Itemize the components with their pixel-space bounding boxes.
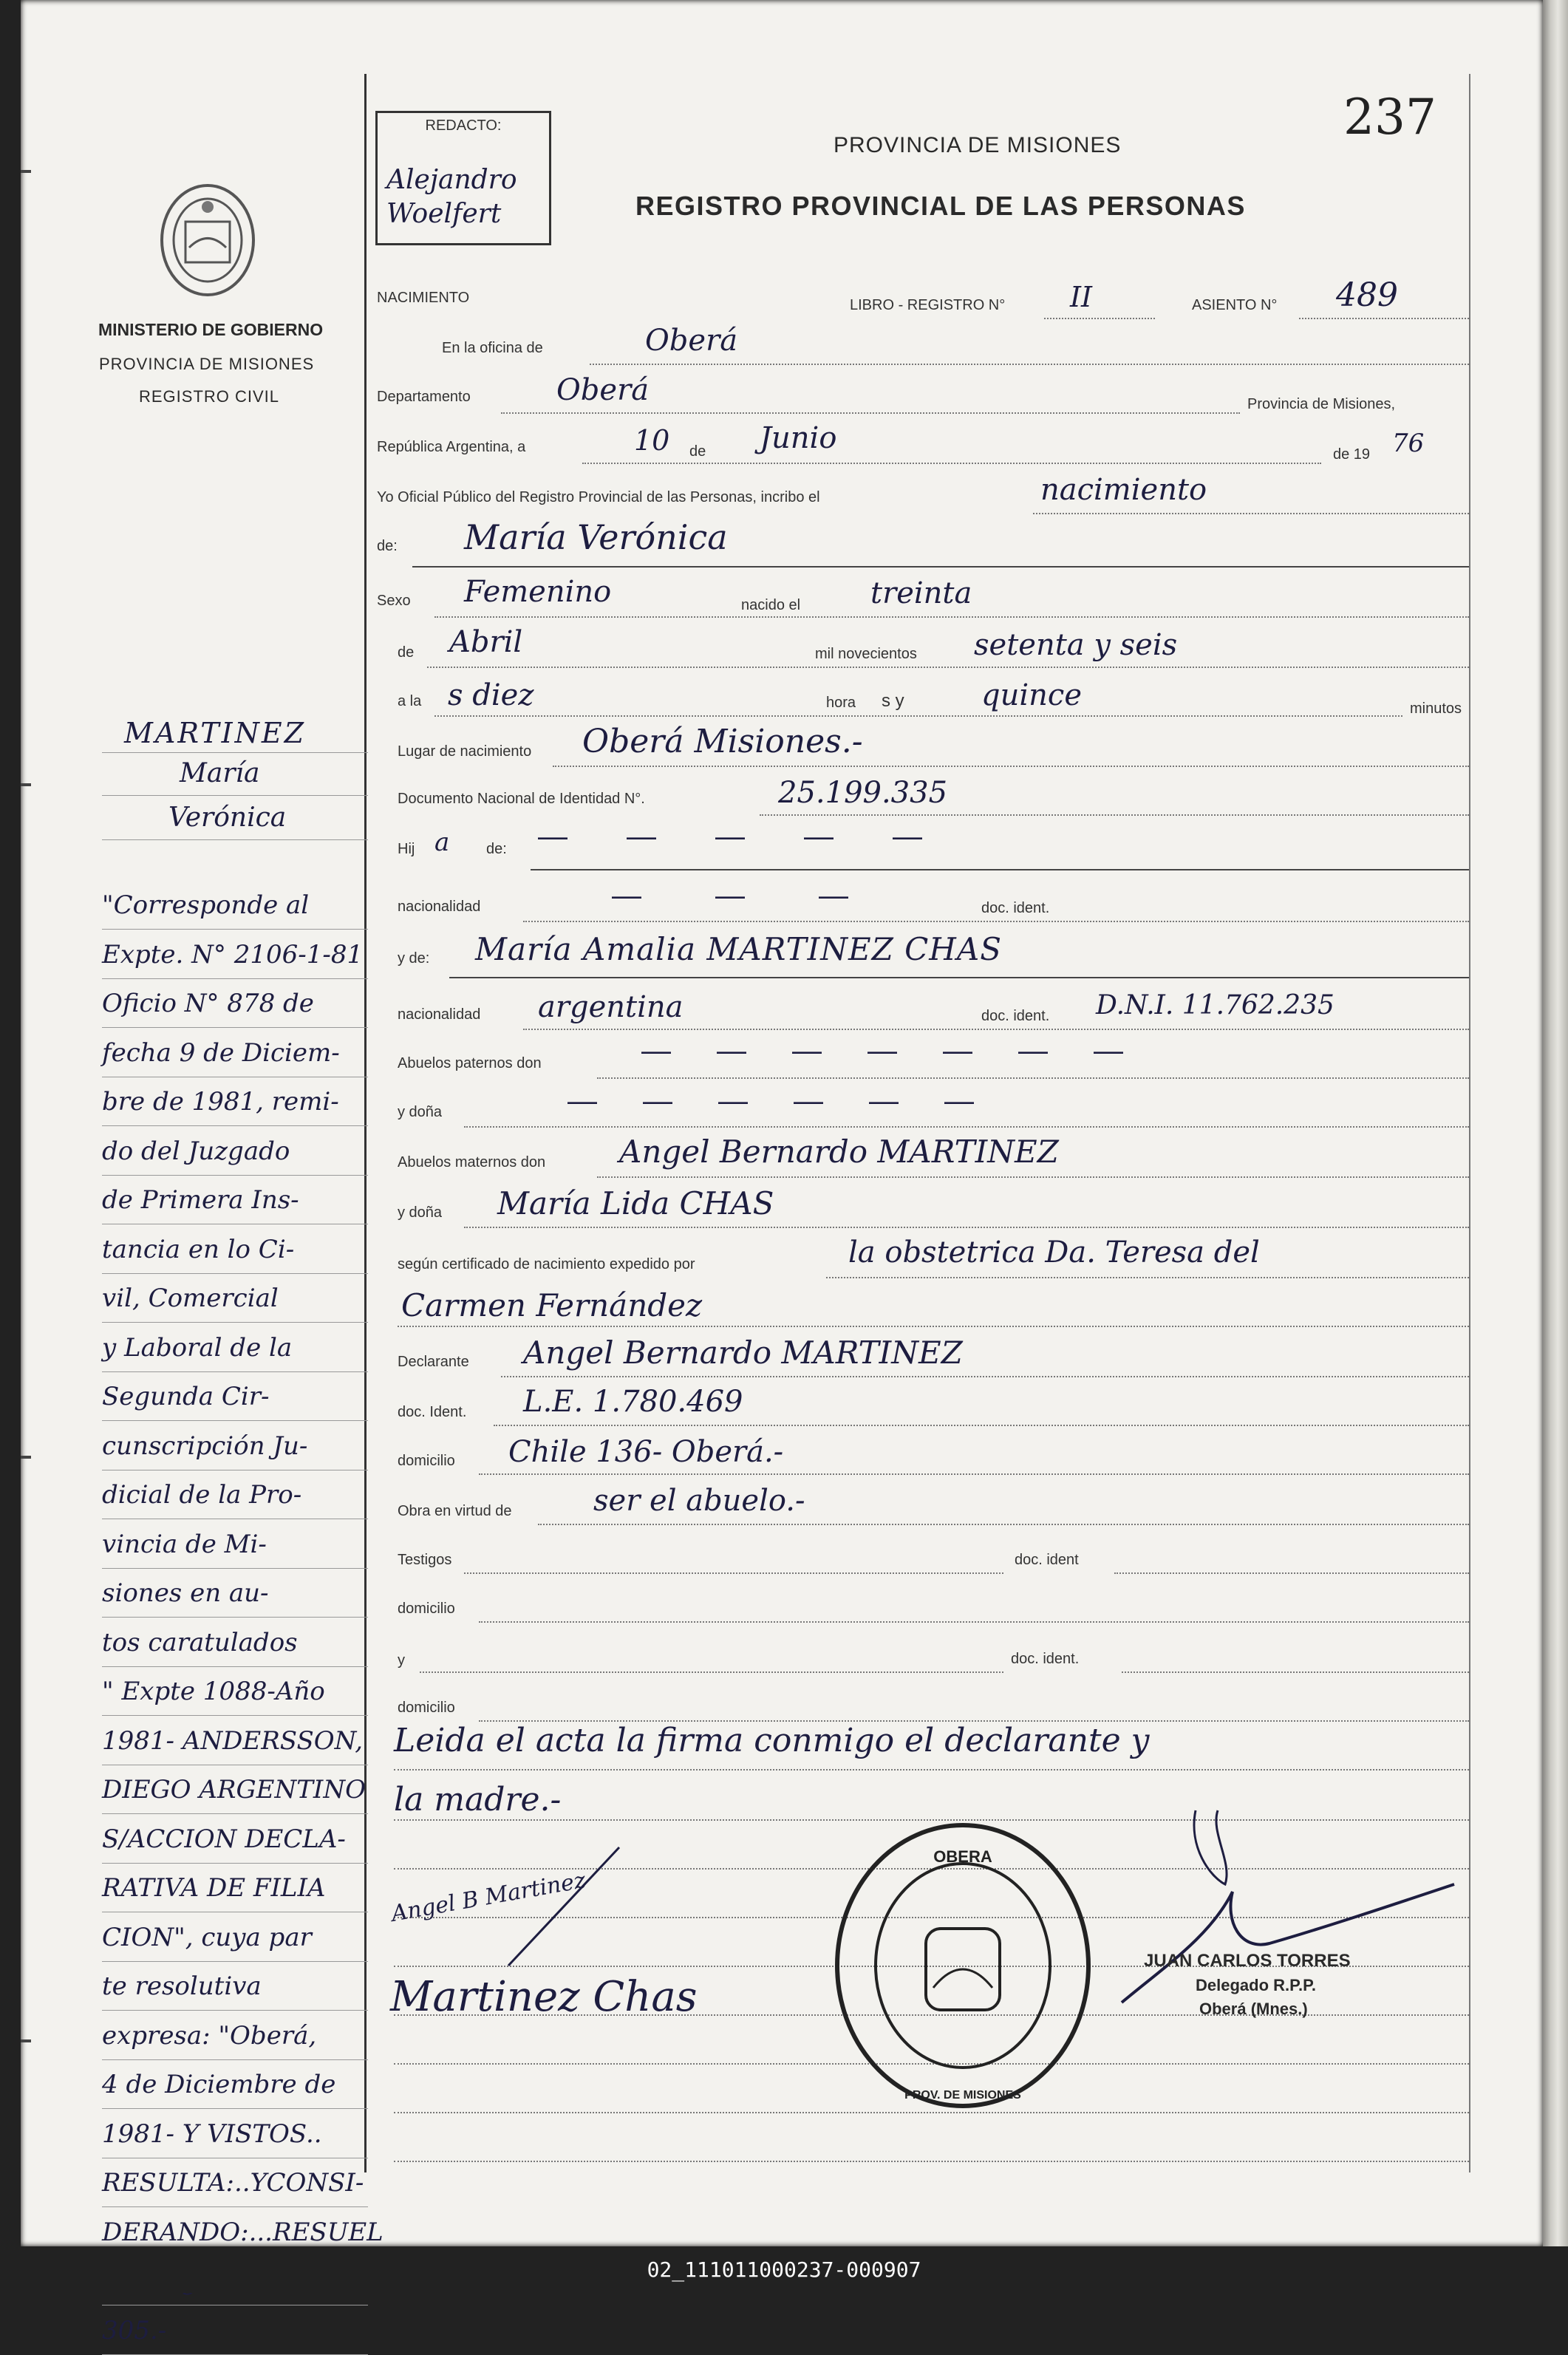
margin-note-line: Expte. N° 2106-1-81: [102, 939, 364, 969]
sexo-label: Sexo: [377, 593, 411, 609]
signature-declarante: Angel B Martinez: [389, 1867, 588, 1927]
image-id-footer: 02_111011000237-000907: [0, 2246, 1568, 2293]
doc1-label: doc. ident.: [981, 900, 1050, 916]
abp-dona-dashes: ——————: [567, 1085, 1020, 1117]
signature-madre: Martinez Chas: [390, 1973, 698, 2021]
dni-value: 25.199.335: [778, 776, 948, 810]
anio-value: 76: [1392, 429, 1425, 458]
dom3-label: domicilio: [398, 1700, 455, 1716]
abm-dona-label: y doña: [398, 1204, 443, 1221]
margin-note-line: de Primera Ins-: [102, 1185, 299, 1215]
margin-note-line: 305.-: [102, 2315, 167, 2345]
margin-note-line: expresa: "Oberá,: [102, 2020, 317, 2051]
nac2-label: nacionalidad: [398, 1006, 481, 1023]
alas-label: a la: [398, 693, 422, 709]
segun-value-2: Carmen Fernández: [401, 1287, 703, 1323]
redacto-box: [375, 111, 551, 245]
dia-value: 10: [634, 424, 670, 457]
margin-note-line: DERANDO:...RESUEL: [102, 2217, 384, 2247]
abm-value: Angel Bernardo MARTINEZ: [619, 1134, 1059, 1170]
redacto-name-1: Alejandro: [386, 165, 517, 195]
dni-label: Documento Nacional de Identidad N°.: [398, 791, 645, 807]
madre-value: María Amalia MARTINEZ CHAS: [475, 931, 1003, 967]
province-emblem-icon: [152, 177, 263, 303]
margin-rule: [102, 929, 368, 930]
official-title: Delegado R.P.P.: [1196, 1976, 1317, 1994]
margin-note-line: S/ACCION DECLA-: [102, 1824, 346, 1854]
leida-line-2: la madre.-: [394, 1781, 562, 1819]
margin-rule: [102, 1322, 368, 1323]
header-title: REGISTRO PROVINCIAL DE LAS PERSONAS: [635, 191, 1246, 221]
testigos-label: Testigos: [398, 1552, 452, 1568]
hij-de-label: de:: [486, 841, 507, 857]
margin-rule: [102, 1666, 368, 1667]
margin-note-line: cunscripción Ju-: [102, 1431, 308, 1461]
margin-rule: [102, 2010, 368, 2011]
abp-label: Abuelos paternos don: [398, 1055, 542, 1071]
departamento-label: Departamento: [377, 389, 471, 405]
de2-label: de: [398, 644, 415, 661]
dom2-label: domicilio: [398, 1601, 455, 1617]
asiento-label: ASIENTO N°: [1192, 297, 1278, 313]
margin-rule: [102, 2206, 368, 2207]
svg-text:OBERA: OBERA: [933, 1847, 992, 1866]
de-label: de: [689, 443, 706, 460]
margin-note-line: CION", cuya par: [102, 1922, 312, 1952]
margin-rule: [102, 2354, 368, 2355]
margin-surname: MARTINEZ: [124, 717, 307, 749]
margin-note-line: fecha 9 de Diciem-: [102, 1037, 340, 1068]
right-border: [1469, 74, 1470, 2172]
oficina-label: En la oficina de: [442, 340, 543, 356]
margin-rule: [102, 1813, 368, 1814]
margin-rule: [102, 1617, 368, 1618]
abp-dashes: ———————: [641, 1035, 1169, 1067]
doc3-label: doc. ident.: [1011, 1651, 1080, 1667]
nacimiento-label: NACIMIENTO: [377, 290, 470, 306]
margin-note-line: 1981- Y VISTOS..: [102, 2119, 322, 2149]
margin-note-line: " Expte 1088-Año: [102, 1677, 325, 1706]
nac1-label: nacionalidad: [398, 899, 481, 915]
margin-note-line: dicial de la Pro-: [102, 1480, 302, 1510]
republica-label: República Argentina, a: [377, 439, 526, 455]
column-divider: [364, 74, 367, 2172]
sexo-value: Femenino: [464, 575, 612, 609]
official-name: JUAN CARLOS TORRES: [1144, 1951, 1351, 1971]
header-province: PROVINCIA DE MISIONES: [834, 133, 1122, 157]
margin-note-line: RATIVA DE FILIA: [102, 1873, 326, 1903]
leida-line-1: Leida el acta la firma conmigo el declarante y: [394, 1722, 1150, 1759]
binding-mark: [21, 2039, 31, 2042]
book-edge: [1543, 0, 1568, 2246]
provincia-label: Provincia de Misiones,: [1247, 396, 1396, 412]
binding-mark: [21, 170, 31, 173]
declarante-label: Declarante: [398, 1354, 469, 1370]
margin-name-2: Verónica: [168, 802, 287, 833]
oficial-value: nacimiento: [1040, 473, 1207, 507]
margin-rule: [102, 1371, 368, 1372]
y-label-2: y: [398, 1652, 405, 1669]
oficina-value: Oberá: [645, 324, 738, 358]
margin-note-line: y Laboral de la: [102, 1332, 293, 1363]
nacido-value: treinta: [870, 576, 972, 610]
margin-note-line: tancia en lo Ci-: [102, 1234, 295, 1264]
margin-note-line: te resolutiva: [102, 1971, 262, 2001]
doc2-label: doc. ident.: [981, 1008, 1050, 1024]
docident-value: L.E. 1.780.469: [523, 1385, 743, 1419]
margin-note-line: vincia de Mi-: [102, 1529, 267, 1559]
testigos-doc-label: doc. ident: [1015, 1552, 1079, 1568]
nombre-value: María Verónica: [464, 517, 728, 557]
margin-rule: [102, 1715, 368, 1716]
margin-note-line: 1981- ANDERSSON,: [102, 1725, 364, 1756]
margin-note-line: do del Juzgado: [102, 1136, 290, 1166]
binding-mark: [21, 783, 31, 786]
signature-declarante-stroke-icon: [494, 1840, 627, 1973]
ministry-label: MINISTERIO DE GOBIERNO: [98, 320, 324, 339]
yde-label: y de:: [398, 950, 430, 967]
margin-rule: [102, 1175, 368, 1176]
margin-note-line: siones en au-: [102, 1578, 269, 1608]
nacido-label: nacido el: [741, 597, 801, 613]
mes-value: Junio: [760, 421, 837, 455]
redacto-name-2: Woelfert: [386, 199, 502, 229]
registry-stamp-icon: [830, 1818, 1096, 2113]
obra-value: ser el abuelo.-: [593, 1484, 805, 1518]
margin-rule: [102, 1568, 368, 1569]
margin-note-line: DIEGO ARGENTINO: [102, 1775, 366, 1804]
domicilio-label: domicilio: [398, 1453, 455, 1469]
folio-number: 237: [1343, 89, 1436, 146]
min-value: quince: [981, 678, 1082, 712]
margin-rule: [102, 1125, 368, 1126]
margin-note-line: Segunda Cir-: [102, 1382, 270, 1411]
margin-rule: [102, 1863, 368, 1864]
margin-rule: [102, 978, 368, 979]
svg-text:PROV. DE MISIONES: PROV. DE MISIONES: [904, 2089, 1021, 2102]
doc2-value: D.N.I. 11.762.235: [1096, 990, 1334, 1020]
hij-dashes: —————: [538, 820, 981, 853]
domicilio-value: Chile 136- Oberá.-: [508, 1435, 784, 1469]
oficial-label: Yo Oficial Público del Registro Provincial de las Personas, incribo el: [377, 489, 820, 505]
ministry-registry: REGISTRO CIVIL: [139, 387, 280, 406]
margin-rule: [102, 1420, 368, 1421]
segun-value: la obstetrica Da. Teresa del: [848, 1236, 1260, 1269]
lugar-label: Lugar de nacimiento: [398, 743, 532, 760]
lugar-value: Oberá Misiones.-: [582, 723, 863, 760]
asiento-value: 489: [1336, 276, 1398, 314]
hij-value: a: [434, 828, 450, 857]
abm-label: Abuelos maternos don: [398, 1154, 546, 1170]
departamento-value: Oberá: [556, 373, 650, 407]
minutos-label: minutos: [1410, 701, 1462, 717]
hora-value: s diez: [448, 678, 534, 712]
margin-rule: [102, 2059, 368, 2060]
margin-rule: [102, 1027, 368, 1028]
margin-note-line: tos caratulados: [102, 1627, 298, 1657]
ministry-province: PROVINCIA DE MISIONES: [99, 355, 315, 373]
margin-rule: [102, 1961, 368, 1962]
margin-note-line: RESULTA:..YCONSI-: [102, 2168, 364, 2198]
libro-value: II: [1070, 281, 1093, 313]
margin-rule: [102, 2108, 368, 2109]
segun-label: según certificado de nacimiento expedido por: [398, 1256, 695, 1272]
margin-note-line: bre de 1981, remi-: [102, 1087, 339, 1117]
margin-note-line: "Corresponde al: [102, 890, 310, 920]
anio-nac-value: setenta y seis: [974, 628, 1178, 662]
hij-label: Hij: [398, 841, 415, 857]
margin-note-line: vil, Comercial: [102, 1284, 279, 1313]
de-nombre-label: de:: [377, 538, 398, 554]
abp-dona-label: y doña: [398, 1104, 443, 1120]
abm-dona-value: María Lida CHAS: [497, 1185, 774, 1221]
margin-rule: [102, 1273, 368, 1274]
binding-mark: [21, 1456, 31, 1459]
official-signature-area: [1077, 1877, 1462, 2025]
margin-name-1: María: [180, 758, 260, 788]
mes-nac-value: Abril: [449, 625, 523, 659]
declarante-value: Angel Bernardo MARTINEZ: [523, 1335, 963, 1371]
y-label: s y: [882, 691, 904, 711]
obra-label: Obra en virtud de: [398, 1503, 512, 1519]
redacto-label: REDACTO:: [425, 117, 502, 134]
official-place: Oberá (Mnes.): [1199, 2000, 1308, 2018]
de19-label: de 19: [1333, 446, 1371, 463]
mil-label: mil novecientos: [815, 646, 917, 662]
margin-note-line: Oficio N° 878 de: [102, 989, 314, 1018]
hora-label: hora: [826, 695, 856, 711]
libro-label: LIBRO - REGISTRO N°: [850, 297, 1006, 313]
margin-note-line: 4 de Diciembre de: [102, 2070, 336, 2099]
nac1-dashes: ———: [612, 879, 922, 912]
docident-label: doc. Ident.: [398, 1404, 467, 1420]
nac2-value: argentina: [538, 990, 684, 1024]
